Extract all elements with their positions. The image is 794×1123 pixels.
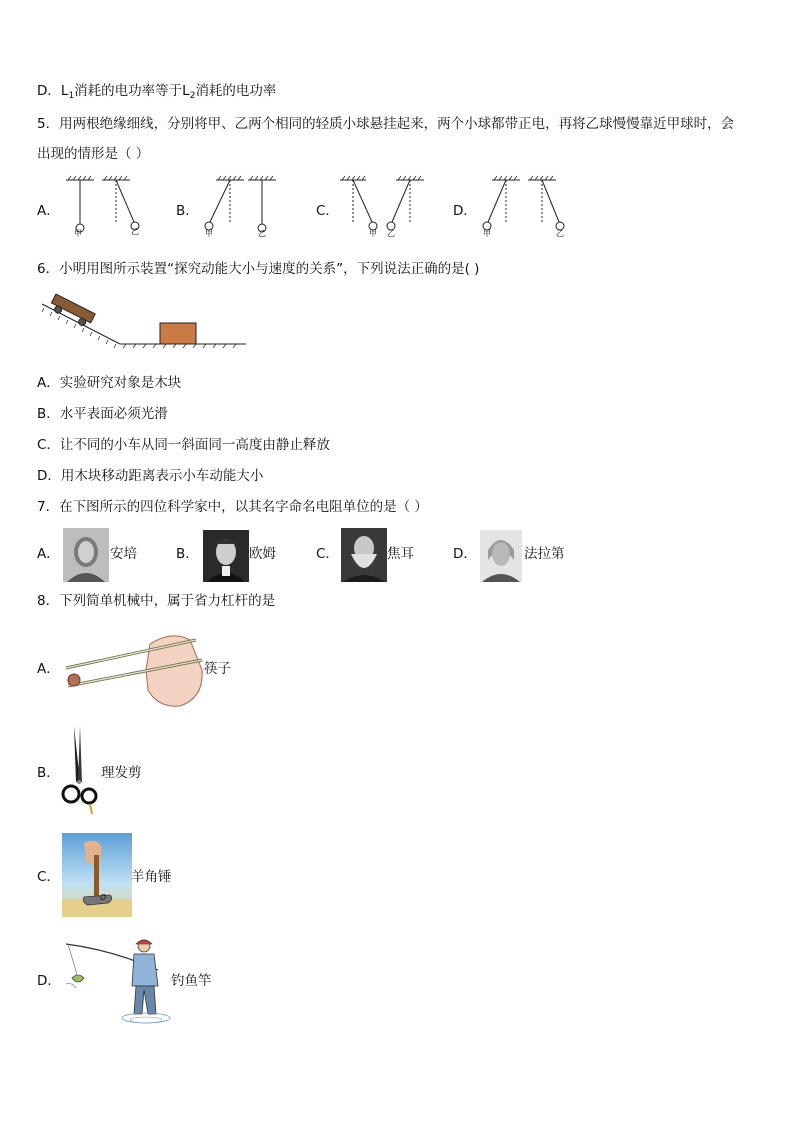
q8-option-c-name: 羊角锤 (131, 869, 172, 885)
pivot-label-o: O (100, 893, 107, 902)
q5-option-b-letter: B． (176, 203, 199, 219)
q8-option-a-letter: A． (37, 661, 60, 677)
q7-option-a-letter: A． (37, 546, 60, 562)
option-text: 消耗的电功率 (195, 83, 277, 99)
lamp-l1: L (60, 83, 69, 99)
q7-option-b-letter: B． (176, 546, 199, 562)
q5-option-c-letter: C． (316, 203, 339, 219)
q5-stem-line1: 5．用两根绝缘细线，分别将甲、乙两个相同的轻质小球悬挂起来，两个小球都带正电，再将乙球慢慢靠近甲球时，会 (37, 116, 735, 132)
lamp-l2-subscript: 2 (189, 91, 196, 101)
option-text: 消耗的电功率等于 (74, 83, 183, 99)
q7-option-a-name: 安培 (110, 546, 137, 562)
q6-option-a: A．实验研究对象是木块 (37, 375, 182, 391)
q7-option-d-name: 法拉第 (524, 546, 565, 562)
q6-option-d: D．用木块移动距离表示小车动能大小 (37, 468, 264, 484)
q6-option-c: C．让不同的小车从同一斜面同一高度由静止释放 (37, 437, 330, 453)
cart (49, 294, 96, 329)
portrait-ohm (203, 530, 249, 582)
portrait-joule (341, 528, 387, 582)
portrait-faraday (480, 530, 522, 582)
q7-option-d-letter: D． (453, 546, 477, 562)
ball-label-yi: 乙 (258, 229, 266, 238)
lamp-l2: L (182, 83, 190, 99)
lamp-l1-subscript: 1 (68, 91, 75, 101)
q8-option-a-name: 筷子 (204, 661, 231, 677)
incline-cart-block-figure (40, 292, 250, 352)
q5-stem-line2: 出现的情形是（ ） (37, 146, 150, 162)
q8-stem: 8．下列简单机械中，属于省力杠杆的是 (37, 593, 276, 609)
option-letter: D． (37, 83, 61, 99)
q4-option-d (37, 81, 276, 106)
q6-stem: 6．小明用图所示装置“探究动能大小与速度的关系”，下列说法正确的是( ) (37, 261, 480, 277)
scissors-figure (60, 724, 100, 816)
q8-option-d-name: 钓鱼竿 (171, 973, 212, 989)
q8-option-b-name: 理发剪 (101, 765, 142, 781)
ball-label-yi: 乙 (131, 227, 139, 236)
wood-block (160, 323, 196, 344)
chopsticks-figure (62, 630, 208, 710)
claw-hammer-figure (62, 833, 132, 917)
q6-option-b: B．水平表面必须光滑 (37, 406, 168, 422)
q5-option-a-letter: A． (37, 203, 60, 219)
ball-label-jia: 甲 (205, 229, 213, 238)
ball-label-jia: 甲 (483, 229, 491, 238)
ball-label-jia: 甲 (74, 229, 82, 238)
q5-option-d-letter: D． (453, 203, 477, 219)
portrait-ampere (63, 528, 109, 582)
q7-stem: 7．在下图所示的四位科学家中，以其名字命名电阻单位的是（ ） (37, 499, 428, 515)
q8-option-b-letter: B． (37, 765, 60, 781)
pendulum-figure-b (198, 172, 298, 244)
q7-option-c-name: 焦耳 (387, 546, 414, 562)
ball-label-jia: 甲 (369, 229, 377, 238)
q7-option-b-name: 欧姆 (249, 546, 276, 562)
ball-label-yi: 乙 (556, 229, 564, 238)
ball-label-yi: 乙 (387, 229, 395, 238)
q8-option-d-letter: D． (37, 973, 61, 989)
fishing-rod-figure (62, 936, 174, 1026)
pendulum-figure-c (336, 172, 436, 244)
q8-option-c-letter: C． (37, 869, 60, 885)
q7-option-c-letter: C． (316, 546, 339, 562)
